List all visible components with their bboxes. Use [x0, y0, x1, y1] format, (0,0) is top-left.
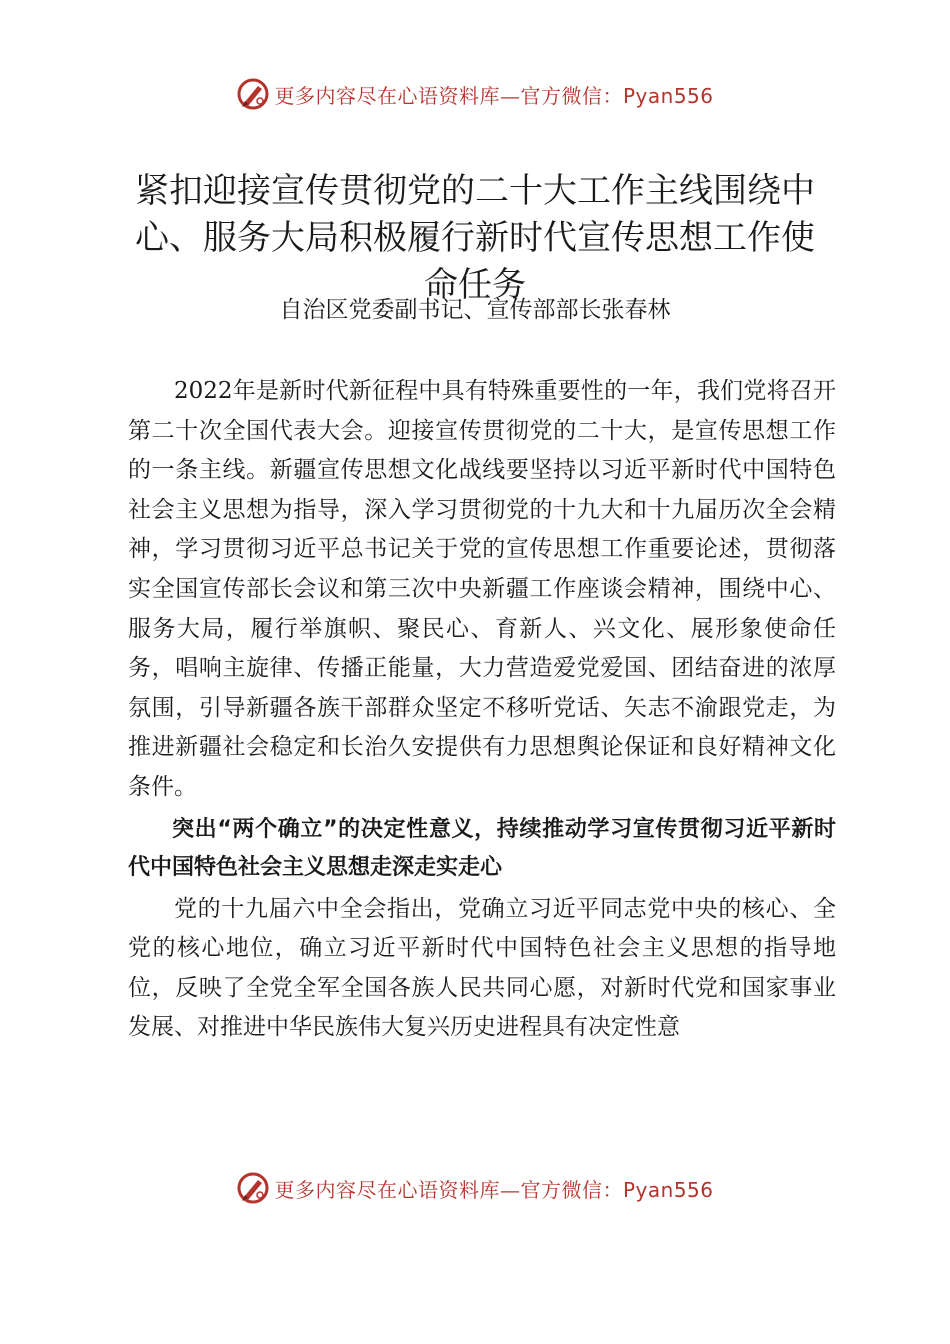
footer-banner-text [274, 1174, 713, 1203]
footer-banner-prefix: 更多内容尽在心语资料库—官方微信： [274, 1177, 623, 1202]
pen-logo-icon [236, 77, 270, 111]
body-paragraph-2: 党的十九届六中全会指出，党确立习近平同志党中央的核心、全党的核心地位，确立习近平新时代中国特色社会主义思想的指导地位，反映了全党全军全国各族人民共同心愿，对新时代党和国家事业发展、对推进中华民族伟大复兴历史进程具有决定性意 [128, 895, 836, 1041]
pen-logo-icon [236, 1171, 270, 1205]
article-body [128, 372, 836, 1048]
header-banner-wechat-id: Pyan556 [622, 83, 714, 108]
body-paragraph-1: 2022年是新时代新征程中具有特殊重要性的一年，我们党将召开第二十次全国代表大会。迎接宣传贯彻党的二十大，是宣传思想工作的一条主线。新疆宣传思想文化战线要坚持以习近平新时代中国特色社会主义思想为指导，深入学习贯彻党的十九大和十九届历次全会精神，学习贯彻习近平总书记关于党的宣传思想工作重要论述，贯彻落实全国宣传部长会议和第三次中央新疆工作座谈会精神，围绕中心、服务大局，履行举旗帜、聚民心、育新人、兴文化、展形象使命任务，唱响主旋律、传播正能量，大力营造爱党爱国、团结奋进的浓厚氛围，引导新疆各族干部群众坚定不移听党话、矢志不渝跟党走，为推进新疆社会稳定和长治久安提供有力思想舆论保证和良好精神文化条件。 [128, 378, 836, 800]
footer-banner-wechat-id: Pyan556 [622, 1177, 714, 1202]
header-banner [0, 74, 950, 114]
article-title: 紧扣迎接宣传贯彻党的二十大工作主线围绕中心、服务大局积极履行新时代宣传思想工作使命任务 [135, 171, 815, 305]
header-banner-text [274, 80, 713, 109]
section-subheading: 突出“两个确立”的决定性意义，持续推动学习宣传贯彻习近平新时代中国特色社会主义思想走深走实走心 [128, 816, 836, 880]
footer-banner [0, 1168, 950, 1208]
header-banner-prefix: 更多内容尽在心语资料库—官方微信： [274, 83, 623, 108]
article-author: 自治区党委副书记、宣传部部长张春林 [279, 297, 671, 323]
